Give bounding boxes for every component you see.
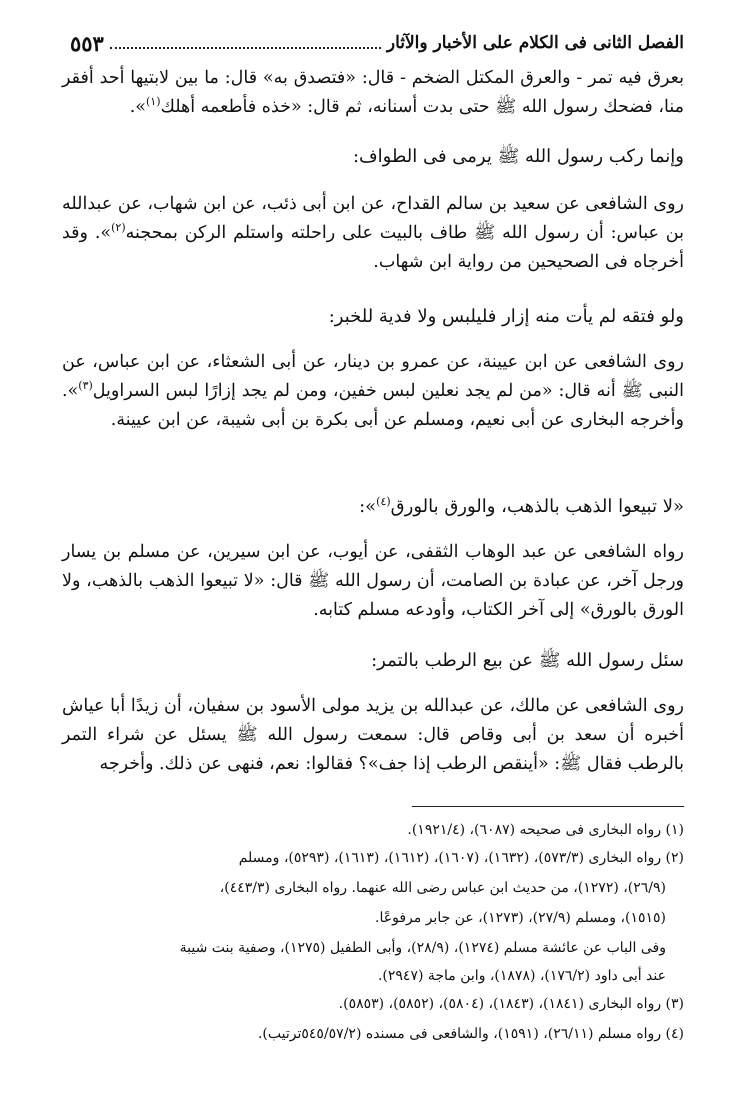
- footnote-3: (٣) رواه البخارى (١٨٤١)، (١٨٤٣)، (٥٨٠٤)، (٥٨٥٢)، (٥٨٥٣).: [338, 996, 684, 1012]
- footnote-2-cont-3: وفى الباب عن عائشة مسلم (١٢٧٤)، (٢٨/٩)، وأبى الطفيل (١٢٧٥)، وصفية بنت شيبة: [179, 940, 666, 956]
- paragraph-3-text: روى الشافعى عن ابن عيينة، عن عمرو بن دينار، عن أبى الشعثاء، عن ابن عباس، عن النبى ﷺ أنه قال: «من لم يجد نعلين لبس خفين، ومن لم يجد إزارًا لبس السراويل: [62, 352, 684, 401]
- section-heading-4: سئل رسول الله ﷺ عن بيع الرطب بالتمر:: [371, 650, 684, 671]
- section-heading-3-text: «لا تبيعوا الذهب بالذهب، والورق بالورق: [390, 496, 684, 517]
- footnote-4: (٤) رواه مسلم (٢٦/١١)، (١٥٩١)، والشافعى فى مسنده (٥٤٥/٥٧/٢ترتيب).: [257, 1026, 684, 1042]
- footnote-ref-3: (٣): [78, 379, 93, 393]
- footnote-ref-2: (٢): [111, 221, 126, 235]
- chapter-title: الفصل الثانى فى الكلام على الأخبار والآثار: [386, 33, 684, 53]
- footnote-ref-1: (١): [145, 95, 161, 109]
- paragraph-1-end: ».: [129, 97, 146, 117]
- footnote-1: (١) رواه البخارى فى صحيحه (٦٠٨٧)، (١٩٢١/٤).: [407, 822, 684, 838]
- paragraph-5: روى الشافعى عن مالك، عن عبدالله بن يزيد مولى الأسود بن سفيان، أن زيدًا أبا عياش أخبره أن سعد بن أبى وقاص قال: سمعت رسول الله ﷺ يسئل عن شراء التمر بالرطب فقال ﷺ: «أينقص الرطب إذا جف»؟ فقالوا: نعم، فنهى عن ذلك. وأخرجه: [62, 696, 684, 774]
- section-heading-3: [62, 492, 684, 521]
- section-heading-3-end: »:: [359, 496, 377, 517]
- dotted-leader: [110, 47, 381, 49]
- paragraph-2-end: ». وقد أخرجاه فى الصحيحين من رواية ابن شهاب.: [62, 223, 684, 272]
- paragraph-3: [62, 348, 684, 435]
- paragraph-3-end: ». وأخرجه البخارى عن أبى نعيم، ومسلم عن أبى بكرة بن أبى شيبة، عن ابن عيينة.: [62, 381, 684, 430]
- paragraph-2: [62, 190, 684, 277]
- section-heading-2: ولو فتقه لم يأت منه إزار فليلبس ولا فدية للخبر:: [328, 306, 684, 327]
- paragraph-1: [62, 64, 684, 122]
- footnote-2-cont-2: (١٥١٥)، ومسلم (٢٧/٩)، (١٢٧٣)، عن جابر مرفوعًا.: [375, 910, 666, 926]
- footnote-2: (٢) رواه البخارى (٥٧٣/٣)، (١٦٣٢)، (١٦٠٧)، (١٦١٢)، (١٦١٣)، (٥٢٩٣)، ومسلم: [238, 850, 684, 866]
- footnote-ref-4: (٤): [376, 495, 391, 508]
- footnote-2-cont-1: (٢٦/٩)، (١٢٧٢)، من حديث ابن عباس رضى الله عنهما. رواه البخارى (٤٤٣/٣)،: [219, 880, 666, 896]
- paragraph-2-text: روى الشافعى عن سعيد بن سالم القداح، عن ابن أبى ذئب، عن ابن شهاب، عن عبدالله بن عباس: أن رسول الله ﷺ طاف بالبيت على راحلته واستلم الركن بمحجنه: [62, 194, 684, 243]
- footnote-2-cont-4: عند أبى داود (١٧٦/٢)، (١٨٧٨)، وابن ماجة (٢٩٤٧).: [377, 968, 666, 984]
- footnote-separator: [412, 806, 684, 807]
- running-header: [70, 28, 684, 58]
- paragraph-4: رواه الشافعى عن عبد الوهاب الثقفى، عن أيوب، عن ابن سيرين، عن مسلم بن يسار ورجل آخر، عن عبادة بن الصامت، أن رسول الله ﷺ قال: «لا تبيعوا الذهب بالذهب، ولا الورق بالورق» إلى آخر الكتاب، وأودعه مسلم كتابه.: [62, 542, 684, 620]
- paragraph-1-text: بعرق فيه تمر - والعرق المكتل الضخم - قال: «فتصدق به» قال: ما بين لابتيها أحد أفقر منا، فضحك رسول الله ﷺ حتى بدت أسنانه، ثم قال: «خذه فأطعمه أهلك: [62, 68, 684, 117]
- page-number: ٥٥٣: [70, 30, 104, 56]
- section-heading-1: وإنما ركب رسول الله ﷺ يرمى فى الطواف:: [352, 146, 684, 167]
